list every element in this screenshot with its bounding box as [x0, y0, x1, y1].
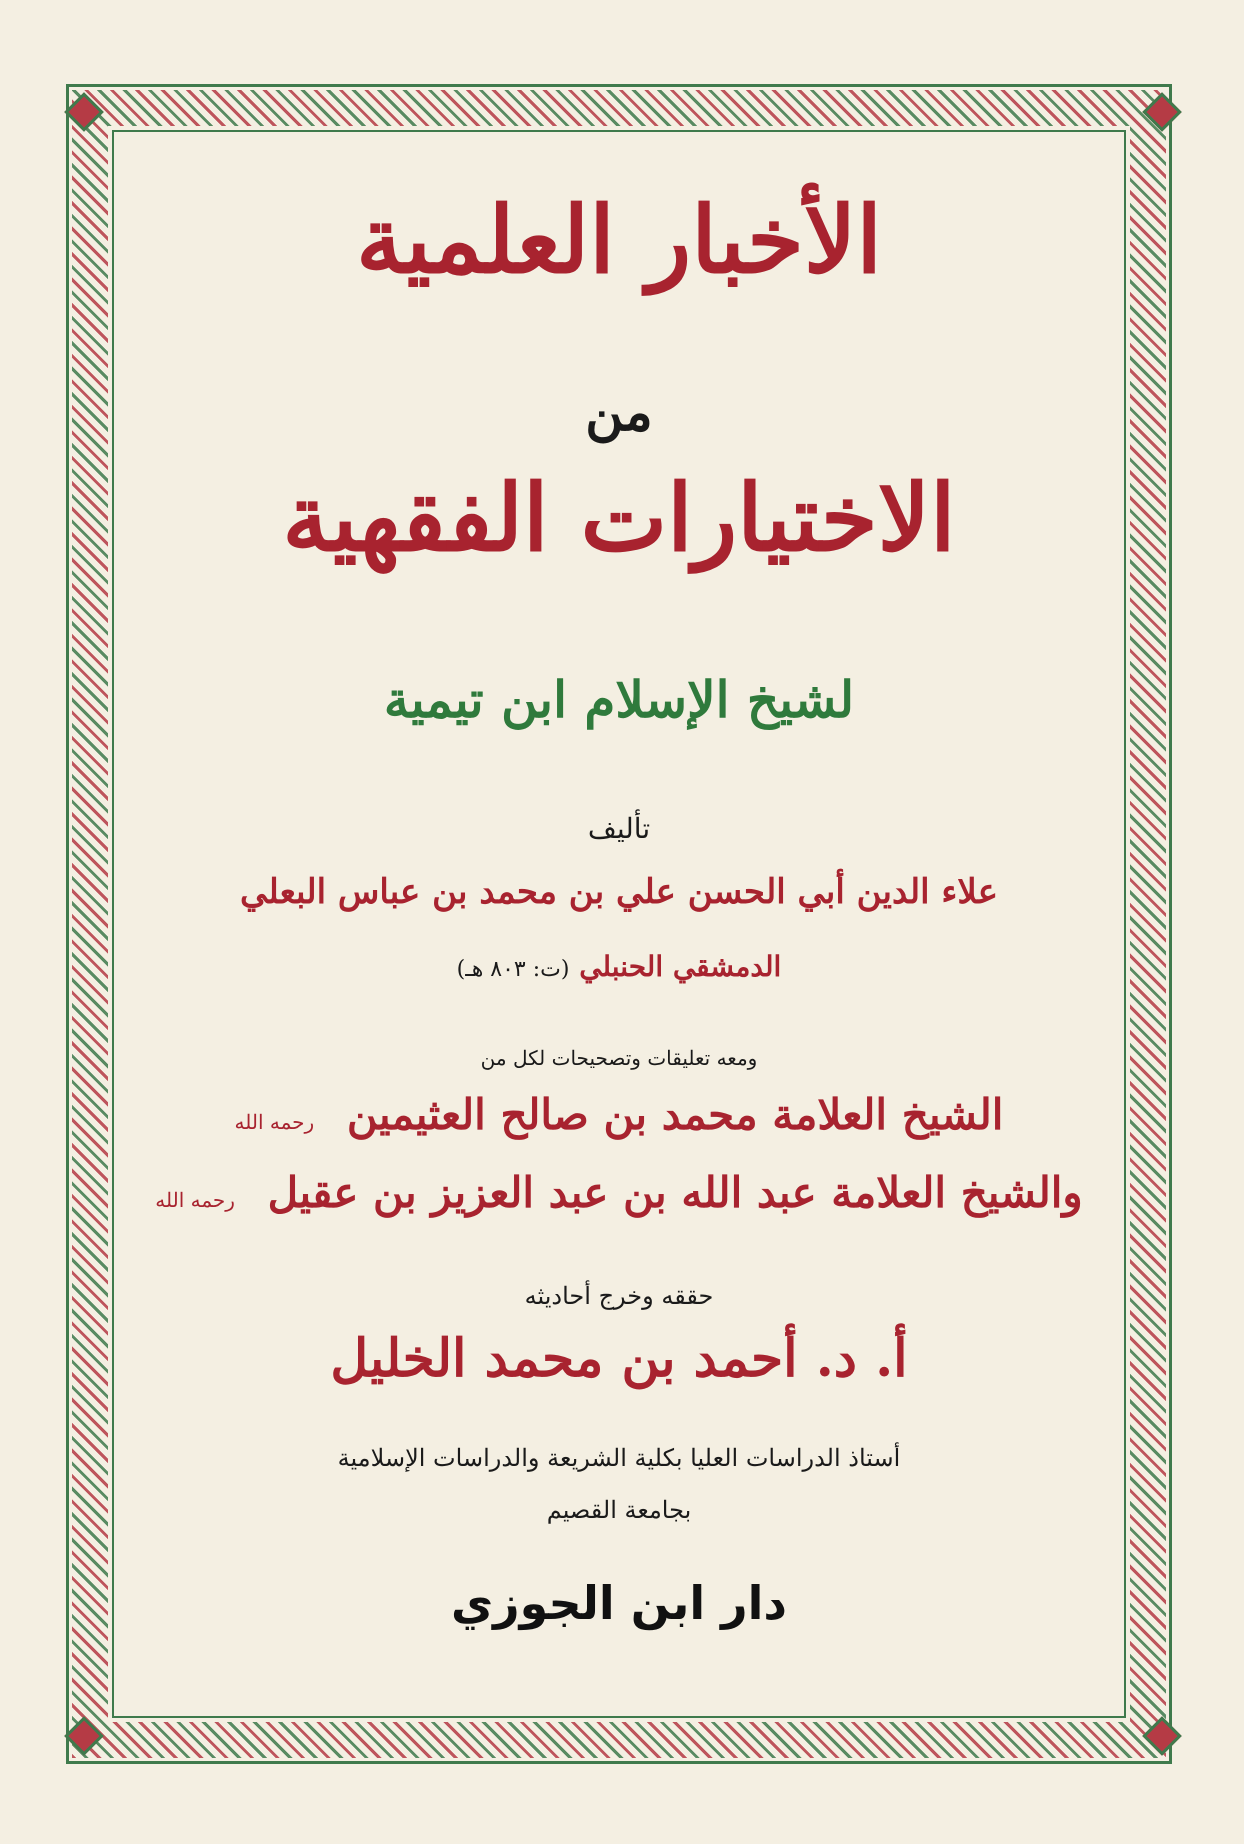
- commentator-1-blessing: رحمه الله: [234, 1110, 315, 1134]
- commentator-2-name: والشيخ العلامة عبد الله بن عبد العزيز بن عقيل: [267, 1168, 1083, 1217]
- editor-university: بجامعة القصيم: [546, 1496, 692, 1524]
- author-death-date: (ت: ٨٠٣ هـ): [456, 957, 570, 982]
- author-nisba-text: الدمشقي الحنبلي: [579, 950, 782, 983]
- author-nisba: [130, 950, 1108, 983]
- commentator-2-blessing: رحمه الله: [155, 1188, 235, 1212]
- title-line-1: الأخبار العلمية: [356, 186, 882, 294]
- title-line-2: الاختيارات الفقهية: [282, 464, 956, 572]
- author-name: علاء الدين أبي الحسن علي بن محمد بن عباس البعلي: [239, 872, 998, 912]
- commentary-label: ومعه تعليقات وتصحيحات لكل من: [480, 1046, 758, 1070]
- commentator-1-name: الشيخ العلامة محمد بن صالح العثيمين: [346, 1090, 1004, 1139]
- subtitle: لشيخ الإسلام ابن تيمية: [383, 670, 855, 729]
- editor-title: أستاذ الدراسات العليا بكلية الشريعة والدراسات الإسلامية: [337, 1444, 901, 1472]
- editor-label: حققه وخرج أحاديثه: [524, 1282, 714, 1310]
- publisher-name: دار ابن الجوزي: [451, 1576, 787, 1630]
- editor-name: أ. د. أحمد بن محمد الخليل: [330, 1328, 908, 1389]
- author-label: تأليف: [587, 812, 651, 845]
- commentator-1: [130, 1090, 1108, 1139]
- title-connector: من: [585, 382, 653, 443]
- commentator-2: [130, 1168, 1108, 1217]
- cover-content: [130, 150, 1108, 1700]
